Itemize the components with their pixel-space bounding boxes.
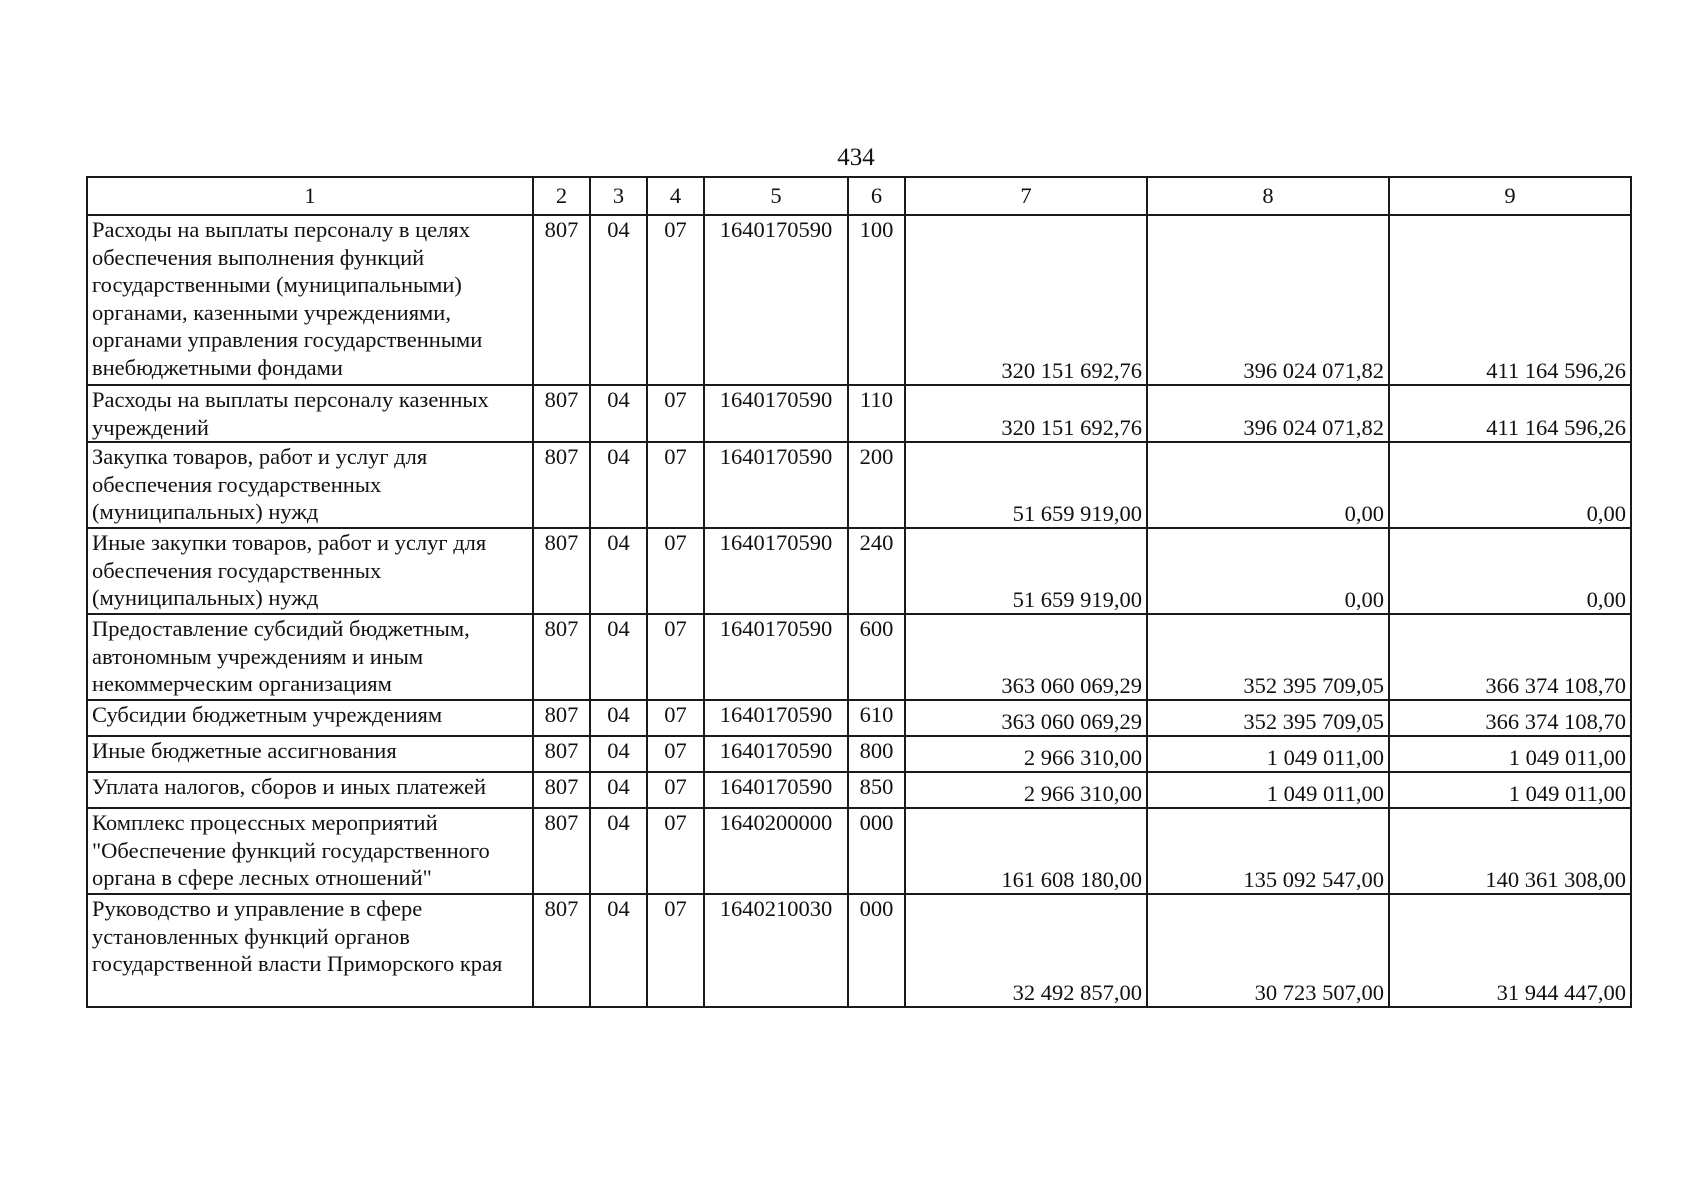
expense-name: Субсидии бюджетным учреждениям — [87, 700, 533, 736]
section-code: 04 — [590, 215, 647, 385]
header-cell-8: 8 — [1147, 177, 1389, 215]
target-article-code: 1640170590 — [704, 215, 848, 385]
amount-col-9: 0,00 — [1389, 528, 1631, 614]
expense-name: Иные бюджетные ассигнования — [87, 736, 533, 772]
expense-name: Уплата налогов, сборов и иных платежей — [87, 772, 533, 808]
section-code: 04 — [590, 700, 647, 736]
amount-col-8: 352 395 709,05 — [1147, 700, 1389, 736]
expense-type-code: 110 — [848, 385, 905, 442]
subsection-code: 07 — [647, 772, 704, 808]
target-article-code: 1640170590 — [704, 385, 848, 442]
amount-col-7: 161 608 180,00 — [905, 808, 1147, 894]
table-row — [87, 894, 1631, 1007]
ministry-code: 807 — [533, 808, 590, 894]
amount-col-8: 396 024 071,82 — [1147, 385, 1389, 442]
expense-type-code: 000 — [848, 808, 905, 894]
amount-col-8: 0,00 — [1147, 528, 1389, 614]
budget-table — [86, 176, 1632, 1008]
amount-col-8: 135 092 547,00 — [1147, 808, 1389, 894]
amount-col-9: 140 361 308,00 — [1389, 808, 1631, 894]
ministry-code: 807 — [533, 700, 590, 736]
amount-col-8: 0,00 — [1147, 442, 1389, 528]
table-row — [87, 772, 1631, 808]
ministry-code: 807 — [533, 772, 590, 808]
amount-col-9: 0,00 — [1389, 442, 1631, 528]
header-cell-1: 1 — [87, 177, 533, 215]
subsection-code: 07 — [647, 215, 704, 385]
expense-type-code: 240 — [848, 528, 905, 614]
ministry-code: 807 — [533, 736, 590, 772]
table-row — [87, 442, 1631, 528]
subsection-code: 07 — [647, 442, 704, 528]
ministry-code: 807 — [533, 215, 590, 385]
expense-name: Расходы на выплаты персоналу в целях обеспечения выполнения функций государственными (муниципальными) органами, казенными учреждениями, органами управления государственными внебюджетными фондами — [87, 215, 533, 385]
target-article-code: 1640170590 — [704, 736, 848, 772]
amount-col-7: 2 966 310,00 — [905, 772, 1147, 808]
subsection-code: 07 — [647, 614, 704, 700]
section-code: 04 — [590, 614, 647, 700]
header-cell-7: 7 — [905, 177, 1147, 215]
subsection-code: 07 — [647, 700, 704, 736]
amount-col-9: 411 164 596,26 — [1389, 215, 1631, 385]
target-article-code: 1640170590 — [704, 528, 848, 614]
amount-col-9: 1 049 011,00 — [1389, 736, 1631, 772]
amount-col-8: 396 024 071,82 — [1147, 215, 1389, 385]
amount-col-9: 366 374 108,70 — [1389, 700, 1631, 736]
section-code: 04 — [590, 772, 647, 808]
expense-type-code: 850 — [848, 772, 905, 808]
table-row — [87, 614, 1631, 700]
target-article-code: 1640170590 — [704, 772, 848, 808]
section-code: 04 — [590, 385, 647, 442]
section-code: 04 — [590, 736, 647, 772]
amount-col-7: 363 060 069,29 — [905, 614, 1147, 700]
table-row — [87, 385, 1631, 442]
page-number: 434 — [837, 144, 875, 171]
section-code: 04 — [590, 442, 647, 528]
expense-name: Руководство и управление в сфере установленных функций органов государственной власти Приморского края — [87, 894, 533, 1007]
amount-col-7: 320 151 692,76 — [905, 215, 1147, 385]
amount-col-7: 32 492 857,00 — [905, 894, 1147, 1007]
expense-type-code: 800 — [848, 736, 905, 772]
header-cell-2: 2 — [533, 177, 590, 215]
expense-type-code: 200 — [848, 442, 905, 528]
subsection-code: 07 — [647, 385, 704, 442]
section-code: 04 — [590, 528, 647, 614]
header-row — [87, 177, 1631, 215]
expense-type-code: 000 — [848, 894, 905, 1007]
amount-col-9: 1 049 011,00 — [1389, 772, 1631, 808]
subsection-code: 07 — [647, 894, 704, 1007]
expense-type-code: 610 — [848, 700, 905, 736]
header-cell-3: 3 — [590, 177, 647, 215]
table-body — [87, 215, 1631, 1007]
header-cell-5: 5 — [704, 177, 848, 215]
subsection-code: 07 — [647, 808, 704, 894]
ministry-code: 807 — [533, 894, 590, 1007]
expense-type-code: 600 — [848, 614, 905, 700]
expense-name: Закупка товаров, работ и услуг для обеспечения государственных (муниципальных) нужд — [87, 442, 533, 528]
amount-col-9: 411 164 596,26 — [1389, 385, 1631, 442]
table-row — [87, 700, 1631, 736]
amount-col-7: 51 659 919,00 — [905, 528, 1147, 614]
target-article-code: 1640210030 — [704, 894, 848, 1007]
table-row — [87, 736, 1631, 772]
table-row — [87, 808, 1631, 894]
amount-col-7: 363 060 069,29 — [905, 700, 1147, 736]
amount-col-8: 1 049 011,00 — [1147, 736, 1389, 772]
header-cell-9: 9 — [1389, 177, 1631, 215]
expense-name: Предоставление субсидий бюджетным, автономным учреждениям и иным некоммерческим организациям — [87, 614, 533, 700]
amount-col-9: 31 944 447,00 — [1389, 894, 1631, 1007]
amount-col-8: 352 395 709,05 — [1147, 614, 1389, 700]
target-article-code: 1640170590 — [704, 700, 848, 736]
amount-col-8: 30 723 507,00 — [1147, 894, 1389, 1007]
subsection-code: 07 — [647, 528, 704, 614]
ministry-code: 807 — [533, 442, 590, 528]
header-cell-4: 4 — [647, 177, 704, 215]
amount-col-7: 51 659 919,00 — [905, 442, 1147, 528]
section-code: 04 — [590, 808, 647, 894]
header-cell-6: 6 — [848, 177, 905, 215]
ministry-code: 807 — [533, 385, 590, 442]
expense-name: Расходы на выплаты персоналу казенных учреждений — [87, 385, 533, 442]
table-row — [87, 528, 1631, 614]
amount-col-9: 366 374 108,70 — [1389, 614, 1631, 700]
ministry-code: 807 — [533, 528, 590, 614]
table-row — [87, 215, 1631, 385]
target-article-code: 1640170590 — [704, 614, 848, 700]
expense-type-code: 100 — [848, 215, 905, 385]
expense-name: Комплекс процессных мероприятий "Обеспечение функций государственного органа в сфере лесных отношений" — [87, 808, 533, 894]
target-article-code: 1640170590 — [704, 442, 848, 528]
amount-col-8: 1 049 011,00 — [1147, 772, 1389, 808]
subsection-code: 07 — [647, 736, 704, 772]
amount-col-7: 320 151 692,76 — [905, 385, 1147, 442]
expense-name: Иные закупки товаров, работ и услуг для обеспечения государственных (муниципальных) нужд — [87, 528, 533, 614]
target-article-code: 1640200000 — [704, 808, 848, 894]
amount-col-7: 2 966 310,00 — [905, 736, 1147, 772]
section-code: 04 — [590, 894, 647, 1007]
ministry-code: 807 — [533, 614, 590, 700]
